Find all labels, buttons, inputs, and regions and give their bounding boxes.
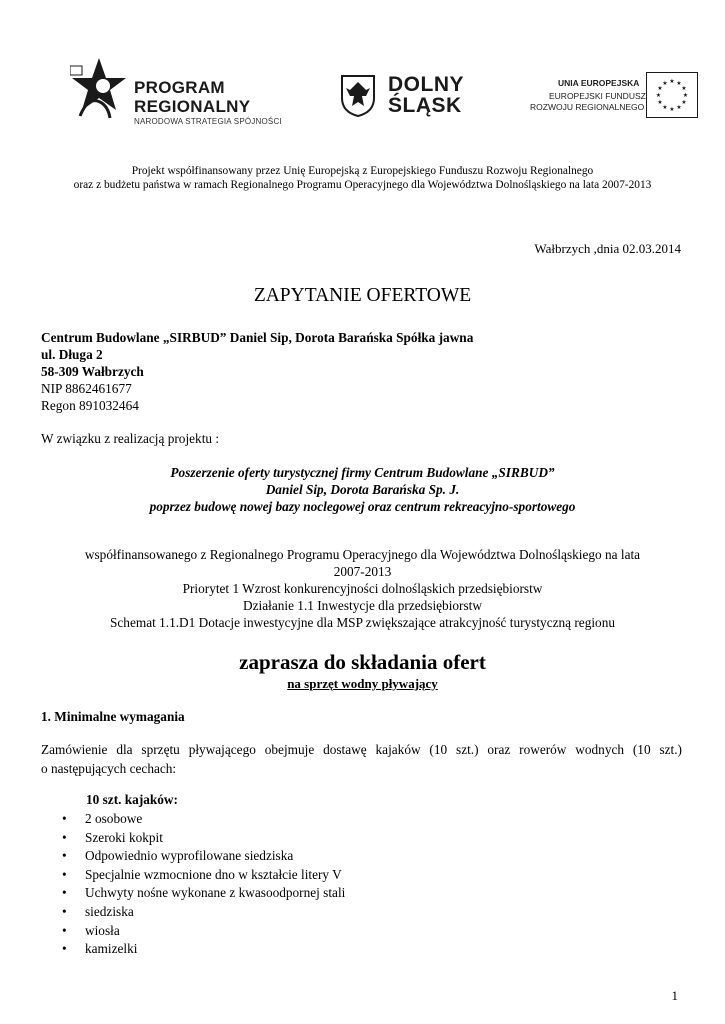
- page-number: 1: [671, 988, 678, 1003]
- program-regionalny-sub: NARODOWA STRATEGIA SPÓJNOŚCI: [134, 117, 282, 126]
- invite-subtitle: na sprzęt wodny pływający: [287, 676, 438, 691]
- cofinance-scheme: Schemat 1.1.D1 Dotacje inwestycyjne dla MSP zwiększające atrakcyjność turystyczną regionu: [110, 615, 615, 630]
- eu-line1: UNIA EUROPEJSKA: [558, 78, 640, 88]
- program-regionalny-line1: PROGRAM: [134, 78, 225, 97]
- requirements-line2: o następujących cechach:: [41, 761, 177, 776]
- project-name-line1: Poszerzenie oferty turystycznej firmy Centrum Budowlane „SIRBUD”: [170, 465, 555, 480]
- bullet-icon: •: [62, 811, 67, 826]
- document-date: Wałbrzych ,dnia 02.03.2014: [534, 241, 681, 256]
- company-name: Centrum Budowlane „SIRBUD” Daniel Sip, Dorota Barańska Spółka jawna: [41, 330, 474, 345]
- bullet-icon: •: [62, 866, 67, 882]
- intro-text: W związku z realizacją projektu :: [41, 431, 220, 446]
- cofinance-priority: Priorytet 1 Wzrost konkurencyjności dolnośląskich przedsiębiorstw: [182, 581, 543, 596]
- list-item: • Specjalnie wzmocnione dno w kształcie litery V: [62, 866, 345, 885]
- invite-title: zaprasza do składania ofert: [239, 650, 486, 674]
- program-regionalny-logo: [70, 56, 300, 128]
- svg-text:★: ★: [657, 99, 663, 106]
- bullet-icon: •: [62, 848, 67, 864]
- eu-line2: EUROPEJSKI FUNDUSZ: [549, 91, 646, 101]
- cofinance-line2: 2007-2013: [333, 564, 392, 579]
- requirements-line1: Zamówienie dla sprzętu pływającego obejmuje dostawę kajaków (10 szt.) oraz rowerów wodnych (10 szt.): [41, 742, 682, 757]
- company-nip: NIP 8862461677: [41, 381, 132, 396]
- dolny-slask-logo: [340, 70, 480, 126]
- company-city: 58-309 Wałbrzych: [41, 364, 144, 379]
- project-header-line2: oraz z budżetu państwa w ramach Regionalnego Programu Operacyjnego dla Województwa Dolnośląskiego na lata 2007-2013: [73, 179, 652, 191]
- bullet-icon: •: [62, 922, 67, 938]
- section-heading: 1. Minimalne wymagania: [41, 709, 185, 724]
- svg-text:★: ★: [676, 80, 682, 87]
- svg-text:★: ★: [662, 104, 668, 111]
- kayak-features-list: [62, 810, 345, 959]
- program-regionalny-line2: REGIONALNY: [134, 97, 251, 116]
- svg-text:★: ★: [681, 99, 687, 106]
- bullet-icon: •: [62, 941, 67, 957]
- svg-text:★: ★: [657, 85, 663, 92]
- svg-text:★: ★: [682, 92, 689, 99]
- list-item: • kamizelki: [62, 940, 345, 959]
- svg-text:★: ★: [669, 78, 675, 85]
- svg-text:★: ★: [669, 106, 675, 113]
- bullet-icon: •: [62, 885, 67, 901]
- dolny-slask-crest-icon: [340, 74, 376, 118]
- eu-flag-icon: [646, 72, 698, 118]
- bullet-icon: •: [62, 903, 67, 919]
- cofinance-line1: współfinansowanego z Regionalnego Programu Operacyjnego dla Województwa Dolnośląskiego na lata: [84, 547, 641, 562]
- project-name-line2: Daniel Sip, Dorota Barańska Sp. J.: [265, 482, 460, 497]
- eu-line3: ROZWOJU REGIONALNEGO: [530, 102, 645, 112]
- eu-logo: [528, 72, 698, 122]
- program-regionalny-star-icon: [70, 56, 128, 122]
- requirements-paragraph: [41, 740, 682, 778]
- svg-text:★: ★: [676, 104, 682, 111]
- list-item: • siedziska: [62, 903, 345, 922]
- kayak-list-heading: 10 szt. kajaków:: [86, 792, 178, 807]
- bullet-icon: •: [62, 829, 67, 845]
- dolny-slask-line1: DOLNY: [388, 73, 464, 96]
- list-item: • Szeroki kokpit: [62, 829, 345, 848]
- svg-text:★: ★: [655, 92, 662, 99]
- document-title: ZAPYTANIE OFERTOWE: [253, 285, 472, 306]
- list-item: • 2 osobowe: [62, 810, 345, 829]
- company-regon: Regon 891032464: [41, 398, 139, 413]
- list-item: • Uchwyty nośne wykonane z kwasoodpornej stali: [62, 884, 345, 903]
- dolny-slask-line2: ŚLĄSK: [388, 94, 462, 117]
- project-header-line1: Projekt współfinansowany przez Unię Europejską z Europejskiego Funduszu Rozwoju Regionalnego: [131, 165, 594, 177]
- project-name-line3: poprzez budowę nowej bazy noclegowej oraz centrum rekreacyjno-sportowego: [149, 499, 576, 514]
- list-item: • Odpowiednio wyprofilowane siedziska: [62, 847, 345, 866]
- cofinance-action: Działanie 1.1 Inwestycje dla przedsiębiorstw: [243, 598, 482, 613]
- svg-text:★: ★: [662, 80, 668, 87]
- svg-text:★: ★: [681, 85, 687, 92]
- list-item: • wiosła: [62, 922, 345, 941]
- company-street: ul. Długa 2: [41, 347, 103, 362]
